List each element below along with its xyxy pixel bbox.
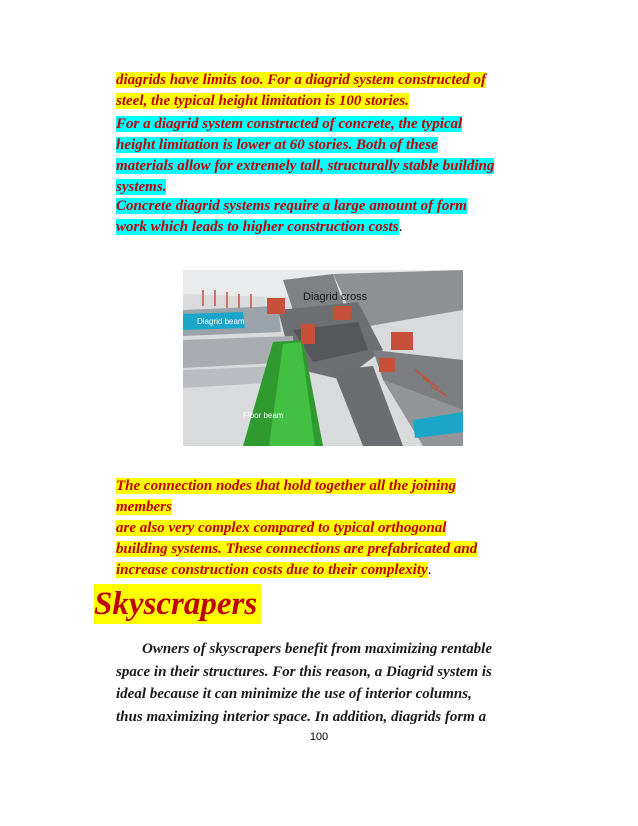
para-steel-limit — [116, 70, 546, 112]
para2-line-1: For a diagrid system constructed of concrete, the typical — [116, 116, 463, 132]
para1-line-2: steel, the typical height limitation is 100 stories. — [116, 93, 409, 109]
para3-line-2: work which leads to higher construction costs — [116, 219, 399, 235]
diagrid-node-figure — [183, 270, 463, 446]
para2-line-2: height limitation is lower at 60 stories. Both of these — [116, 137, 438, 153]
body-line-1: Owners of skyscrapers benefit from maximizing rentable — [142, 641, 493, 657]
label-diagrid-cross: Diagrid cross — [303, 291, 368, 303]
para4-line-2: members — [116, 499, 172, 515]
body-line-2: space in their structures. For this reason, a Diagrid system is — [116, 663, 492, 680]
para5-line-1: are also very complex compared to typical orthogonal — [116, 520, 447, 536]
body-line-4: thus maximizing interior space. In addition, diagrids form a — [116, 708, 487, 725]
label-diagrid-beam: Diagrid beam — [197, 317, 245, 326]
para1-line-1: diagrids have limits too. For a diagrid system constructed of — [116, 72, 487, 88]
page-number: 100 — [309, 731, 329, 743]
label-floor-beam: Floor beam — [243, 411, 284, 420]
para5-line-2: building systems. These connections are prefabricated and — [116, 541, 478, 557]
section-heading: Skyscrapers — [94, 584, 261, 624]
para3-period: . — [398, 219, 403, 235]
para4-line-1: The connection nodes that hold together all the joining — [116, 478, 457, 494]
para-complexity — [116, 518, 546, 581]
para2-line-3: materials allow for extremely tall, structurally stable building — [116, 158, 495, 174]
para2-line-4: systems. — [116, 179, 167, 195]
para-concrete-limit — [116, 114, 546, 198]
para-connection-nodes — [116, 476, 546, 518]
para3-line-1: Concrete diagrid systems require a large amount of form — [116, 198, 467, 214]
body-paragraph — [116, 638, 546, 728]
para5-line-3: increase construction costs due to their complexity — [116, 562, 428, 578]
body-line-3: ideal because it can minimize the use of interior columns, — [116, 686, 472, 702]
para5-period: . — [427, 562, 432, 578]
para-formwork — [116, 196, 546, 238]
